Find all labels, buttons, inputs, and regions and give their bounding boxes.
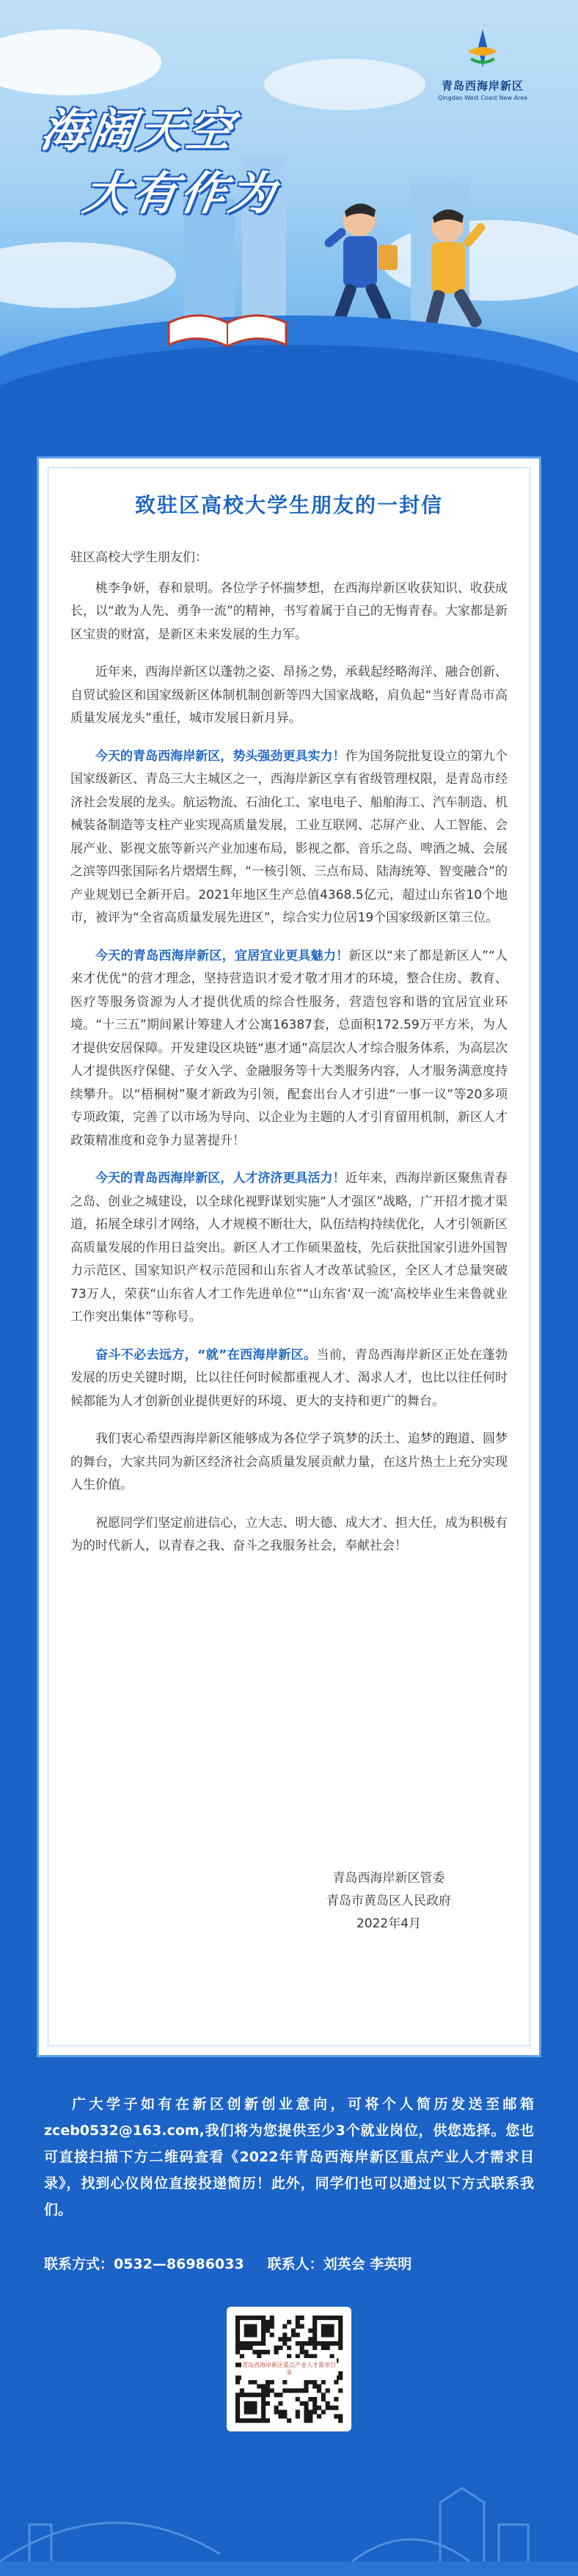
hero-slogan [28, 99, 290, 225]
paragraph-3-text: 作为国务院批复设立的第九个国家级新区、青岛三大主城区之一，西海岸新区享有省级管理权限，是青岛市经济社会发展的龙头。航运物流、石油化工、家电电子、船舶海工、汽车制造、机械装备制造等支柱产业实现高质量发展，工业互联网、芯屏产业、人工智能、会展产业、影视文旅等新兴产业加速布局，影视之都、音乐之岛、啤酒之城、会展之滨等四张国际名片熠熠生辉，“一核引领、三点布局、陆海统筹、智变融合”的产业规划已全新开启。2021年地区生产总值4368.5亿元，超过山东省10个地市，被评为“全省高质量发展先进区”，综合实力位居19个国家级新区第三位。 [70, 748, 508, 925]
paragraph-4-text: 新区以“来了都是新区人”“人来才优优”的营才理念，坚持营造识才爱才敬才用才的环境，整合住房、教育、医疗等服务资源为人才提供优质的综合性服务，营造包容和谐的宜居宜业环境。“十三五”期间累计筹建人才公寓16387套，总面积172.59万平方米，为人才提供安居保障。开发建设区块链“惠才通”高层次人才综合服务体系，为高层次人才提供医疗保健、子女入学、金融服务等十大类服务内容，人才服务满意度持续攀升。以“梧桐树”聚才新政为引领，配套出台人才引进“一事一议”等20多项专项政策，完善了以市场为导向、以企业为主题的人才引育留用机制，新区人才政策精准度和竞争力显著提升！ [70, 948, 508, 1148]
letter-paragraph-2: 近年来，西海岸新区以蓬勃之姿、昂扬之势，承载起经略海洋、融合创新、自贸试验区和国家级新区体制机制创新等四大国家战略，肩负起“当好青岛市高质量发展龙头”重任，城市发展日新月异。 [70, 665, 508, 726]
district-logo [417, 26, 549, 101]
paragraph-4-lead: 今天的青岛西海岸新区，宜居宜业更具魅力！ [95, 948, 349, 963]
slogan-line-1: 海阔天空 [37, 103, 239, 157]
signature-line-1: 青岛西海岸新区管委 [332, 1871, 445, 1886]
letter-paragraph-1: 桃李争妍，春和景明。各位学子怀揣梦想，在西海岸新区收获知识、收获成长，以“敢为人先、勇争一流”的精神，书写着属于自己的无悔青春。大家都是新区宝贵的财富，是新区未来发展的生力军。 [70, 580, 508, 642]
contact-phone[interactable]: 0532—86986033 [114, 2256, 244, 2272]
paragraph-5-text: 近年来，西海岸新区聚焦青春之岛、创业之城建设，以全球化视野谋划实施“人才强区”战略，广开招才揽才渠道，拓展全球引才网络，人才规模不断壮大，队伍结构持续优化，人才引领新区高质量发展的作用日益突出。新区人才工作硕果盈枝，先后获批国家引进外国智力示范区、国家知识产权示范园和山东省人才改革试验区，全区人才总量突破73万人，荣获“山东省人才工作先进单位”“山东省‘双一流’高校毕业生来鲁就业工作突出集体”等称号。 [70, 1171, 508, 1324]
contact-label: 联系方式： [44, 2256, 114, 2272]
letter-body [70, 547, 508, 1573]
signature-date: 2022年4月 [356, 1916, 422, 1931]
cloud-decoration [0, 242, 176, 308]
contact-person-names: 刘英会 李英明 [323, 2256, 412, 2272]
letter-paragraph-8: 祝愿同学们坚定前进信心，立大志、明大德、成大才、担大任，成为积极有为的时代新人，以青春之我、奋斗之我服务社会，奉献社会！ [70, 1515, 508, 1553]
letter-paragraph-7: 我们衷心希望西海岸新区能够成为各位学子筑梦的沃土、追梦的跑道、圆梦的舞台，大家共同为新区经济社会高质量发展贡献力量，在这片热土上充分实现人生价值。 [70, 1431, 508, 1492]
letter-title: 致驻区高校大学生朋友的一封信 [134, 493, 443, 517]
contact-person-label: 联系人： [267, 2256, 323, 2272]
hero-banner [0, 0, 578, 411]
paragraph-5-lead: 今天的青岛西海岸新区，人才济济更具活力！ [95, 1171, 345, 1186]
footer-paragraph: 广大学子如有在新区创新创业意向，可将个人简历发送至邮箱zceb0532@163.com,我们将为您提供至少3个就业岗位，供您选择。您也可直接扫描下方二维码查看《2022年青岛西海岸新区重点产业人才需求目录》，找到心仪岗位直接投递简历！此外，同学们也可以通过以下方式联系我们。 [44, 2096, 534, 2218]
slogan-line-2: 大有作为 [79, 167, 282, 220]
letter-paragraph-3 [70, 745, 508, 930]
letter-salutation: 驻区高校大学生朋友们： [70, 550, 208, 565]
letter-paragraph-4 [70, 945, 508, 1153]
letter-signature [326, 1867, 451, 1935]
contact-line [44, 2251, 534, 2277]
logo-title: 青岛西海岸新区 [441, 79, 524, 92]
footer-info [44, 2091, 534, 2223]
book-illustration [161, 293, 293, 360]
letter-card [37, 456, 541, 2057]
district-logo-icon [461, 26, 505, 70]
signature-line-2: 青岛市黄岛区人民政府 [326, 1894, 451, 1908]
paragraph-6-lead: 奋斗不必去远方，“就”在西海岸新区。 [95, 1347, 317, 1362]
paragraph-6-text: 当前，青岛西海岸新区正处在蓬勃发展的历史关键时期，比以往任何时候都重视人才、渴求人才，也比以往任何时候都能为人才创新创业提供更好的环境、更大的支持和更广的舞台。 [70, 1347, 508, 1409]
qr-caption: 青岛西海岸新区重点产业人才需求目录 [241, 2358, 337, 2380]
cloud-decoration [0, 29, 161, 95]
paragraph-3-lead: 今天的青岛西海岸新区，势头强劲更具实力！ [95, 748, 345, 764]
skyline-illustration [0, 2444, 578, 2576]
letter-paragraph-6 [70, 1344, 508, 1414]
logo-subtitle: Qingdao West Coast New Area [438, 95, 527, 101]
letter-paragraph-5 [70, 1167, 508, 1329]
qr-code[interactable] [227, 2307, 351, 2431]
